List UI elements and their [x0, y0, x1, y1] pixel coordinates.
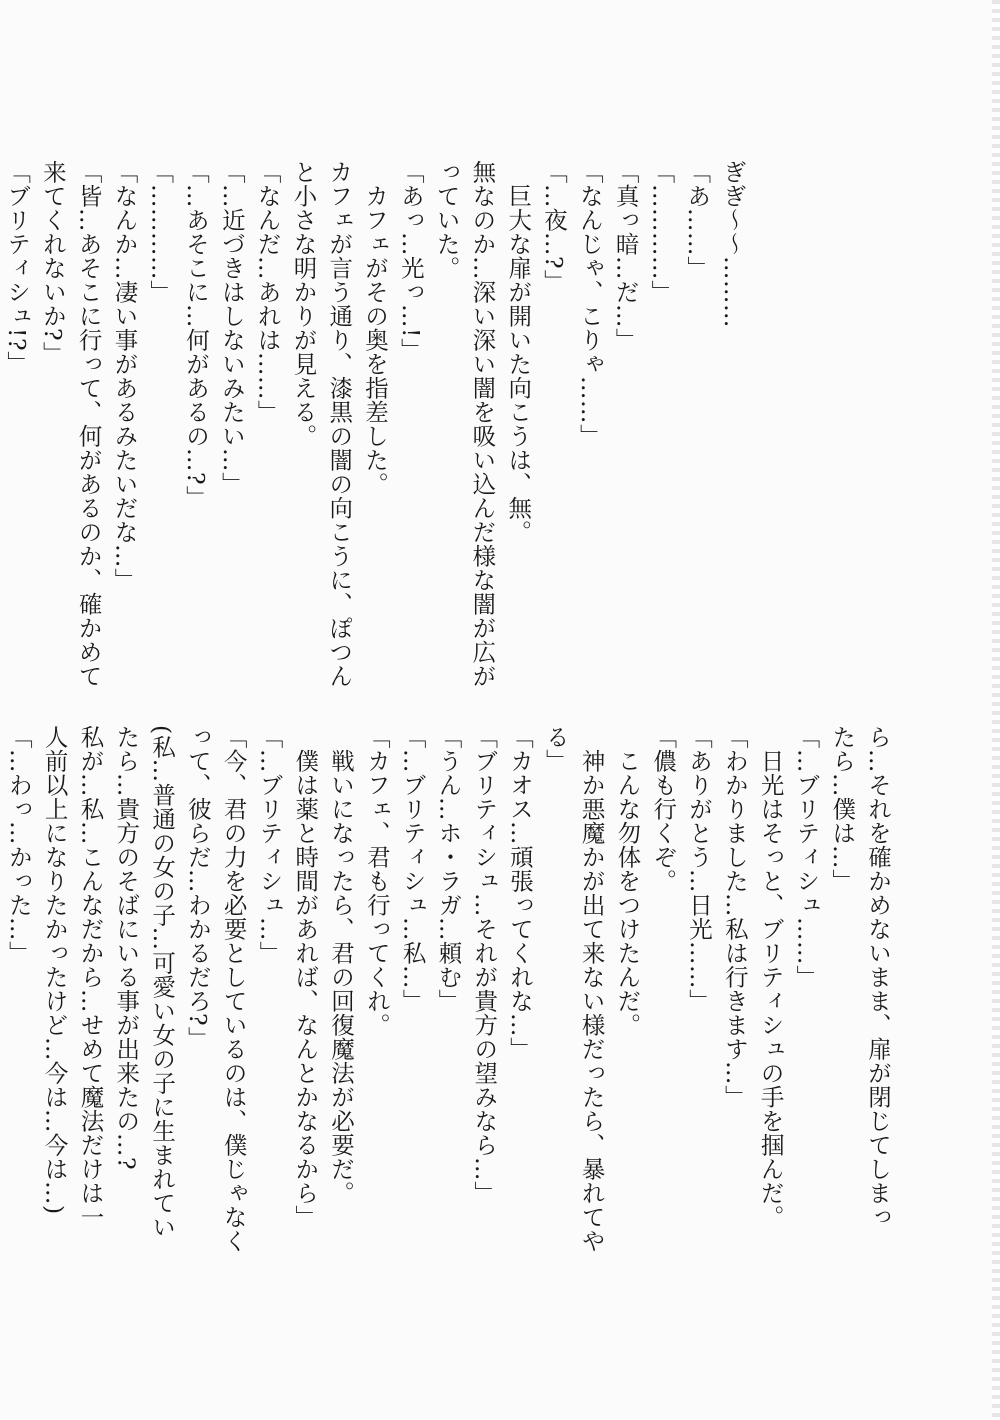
text-line: 「…ブリティシュ……」 — [792, 725, 821, 989]
text-line: 「うん…ホ・ラガ…頼む」 — [434, 725, 463, 1013]
text-line: 「あっ…光っ…!」 — [396, 160, 425, 362]
text-line: 「皆…あそこに行って、何があるのか、確かめて — [74, 160, 103, 688]
text-line: 「カオス…頑張ってくれな…」 — [506, 725, 535, 1061]
text-line: 「ありがとう…日光……」 — [685, 725, 714, 1013]
page-edge — [992, 0, 1000, 1420]
text-line: 「…近づきはしないみたい…」 — [217, 160, 246, 496]
text-line: 神か悪魔かが出て来ない様だったら、暴れてや — [577, 725, 606, 1253]
text-line: 「…ブリティシュ…私…」 — [398, 725, 427, 1013]
text-line: 「…ブリティシュ…」 — [255, 725, 284, 965]
text-line: 戦いになったら、君の回復魔法が必要だ。 — [327, 725, 356, 1205]
text-line: 僕は薬と時間があれば、なんとかなるから」 — [291, 725, 320, 1229]
text-line: 人前以上になりたかったけど…今は…今は…) — [40, 725, 69, 1215]
text-line: る」 — [541, 725, 570, 773]
text-block-top — [0, 160, 750, 688]
text-line: 「今、君の力を必要としているのは、僕じゃなく — [219, 725, 248, 1253]
text-line: ら…それを確かめないまま、扉が閉じてしまっ — [864, 725, 892, 1229]
text-line: 「ブリティシュ…それが貴方の望みなら…」 — [470, 725, 499, 1205]
text-line: たら…貴方のそばにいる事が出来たの…? — [112, 725, 141, 1171]
text-line: (私…普通の女の子…可愛い女の子に生まれてい — [148, 725, 177, 1239]
text-line: カフェが言う通り、漆黒の闇の向こうに、ぽつん — [325, 160, 354, 688]
text-line: 「真っ暗…だ…」 — [611, 160, 640, 352]
text-line: と小さな明かりが見える。 — [289, 160, 318, 448]
text-line: ぎぎ〜〜……… — [719, 160, 747, 328]
text-line: 日光はそっと、ブリティシュの手を掴んだ。 — [756, 725, 785, 1229]
text-line: たら…僕は…」 — [828, 725, 857, 893]
text-line: 「…わっ…かった…」 — [4, 725, 33, 965]
text-line: 「あ……」 — [683, 160, 712, 280]
text-line: 「わかりました…私は行きます…」 — [720, 725, 749, 1109]
text-line: って、彼らだ…わかるだろ?」 — [183, 725, 212, 1051]
text-line: 「…………」 — [146, 160, 175, 304]
text-line: 巨大な扉が開いた向こうは、無。 — [504, 160, 533, 544]
text-line: 「ブリティシュ!?」 — [3, 160, 32, 376]
text-line: 「…………」 — [647, 160, 676, 304]
text-line: 「なんか…凄い事があるみたいだな…」 — [110, 160, 139, 592]
text-block-bottom — [0, 725, 895, 1253]
text-line: 来てくれないか?」 — [38, 160, 67, 366]
text-line: 「儂も行くぞ。 — [649, 725, 678, 893]
text-line: 「…夜…?」 — [540, 160, 569, 294]
text-line: 私が…私…こんなだから…せめて魔法だけは一 — [76, 725, 105, 1229]
text-line: 「なんだ…あれは……」 — [253, 160, 282, 424]
text-line: 「…あそこに…何があるの…?」 — [182, 160, 211, 510]
text-line: 「なんじゃ、こりゃ……」 — [575, 160, 604, 448]
text-line: こんな勿体をつけたんだ。 — [613, 725, 642, 1037]
text-line: 無なのか…深い深い闇を吸い込んだ様な闇が広が — [468, 160, 497, 688]
text-line: カフェがその奥を指差した。 — [361, 160, 390, 496]
text-line: 「カフェ、君も行ってくれ。 — [362, 725, 391, 1037]
text-line: っていた。 — [432, 160, 461, 280]
